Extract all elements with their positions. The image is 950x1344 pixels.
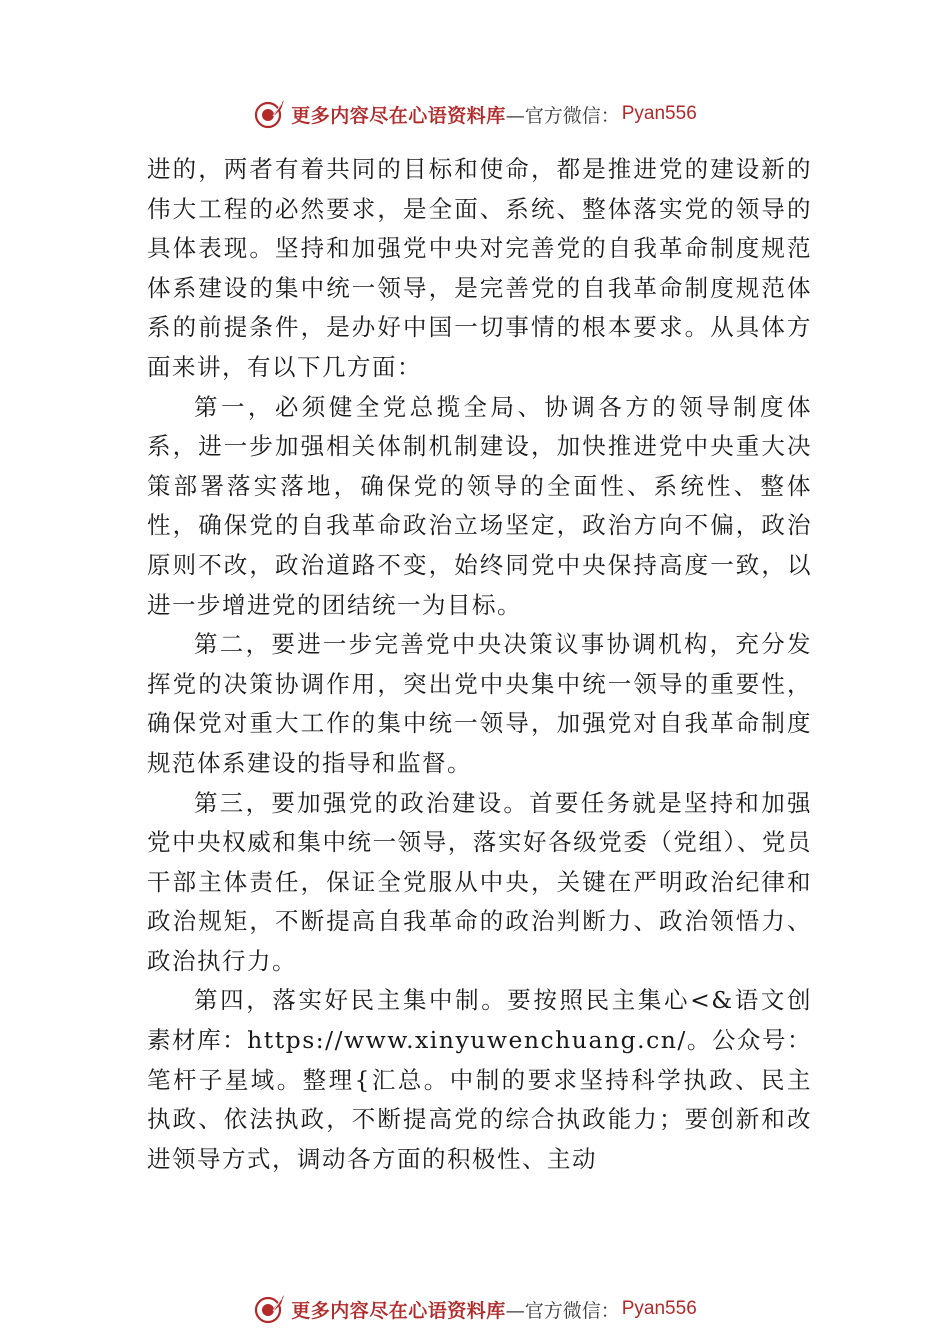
footer-wechat-id: Pyan556 (621, 1298, 697, 1319)
quill-circle-logo-icon (253, 1292, 287, 1326)
paragraph-first-point: 第一，必须健全党总揽全局、协调各方的领导制度体系，进一步加强相关体制机制建设，加快推进党中央重大决策部署落实落地，确保党的领导的全面性、系统性、整体性，确保党的自我革命政治立场坚定，政治方向不偏，政治原则不改，政治道路不变，始终同党中央保持高度一致，以进一步增进党的团结统一为目标。 (147, 392, 812, 619)
paragraph-fourth-point: 第四，落实好民主集中制。要按照民主集心<&语文创素材库：https://www.xinyuwenchuang.cn/。公众号：笔杆子星域。整理{汇总。中制的要求坚持科学执政、民主执政、依法执政，不断提高党的综合执政能力；要创新和改进领导方式，调动各方面的积极性、主动 (147, 986, 812, 1173)
paragraph-second-point: 第二，要进一步完善党中央决策议事协调机构，充分发挥党的决策协调作用，突出党中央集中统一领导的重要性， 确保党对重大工作的集中统一领导，加强党对自我革命制度规范体系建设的指导和监督。 (147, 630, 812, 777)
paragraph-third-point: 第三，要加强党的政治建设。首要任务就是坚持和加强党中央权威和集中统一领导，落实好各级党委（党组）、党员干部主体责任，保证全党服从中央，关键在严明政治纪律和政治规矩，不断提高自我革命的政治判断力、政治领悟力、 政治执行力。 (147, 788, 812, 975)
header-banner (0, 94, 950, 134)
footer-brand-text: 更多内容尽在心语资料库 (291, 1299, 506, 1322)
header-wechat-id: Pyan556 (621, 103, 697, 124)
document-body (147, 150, 812, 1179)
header-brand-text: 更多内容尽在心语资料库 (291, 104, 506, 127)
footer-separator-text: —官方微信： (505, 1299, 620, 1322)
quill-circle-logo-icon (253, 97, 287, 131)
header-separator-text: —官方微信： (505, 104, 620, 127)
paragraph-continuation: 进的，两者有着共同的目标和使命，都是推进党的建设新的伟大工程的必然要求，是全面、系统、整体落实党的领导的具体表现。坚持和加强党中央对完善党的自我革命制度规范体系建设的集中统一领导，是完善党的自我革命制度规范体系的前提条件，是办好中国一切事情的根本要求。从具体方面来讲，有以下几方面： (147, 155, 812, 381)
footer-banner (0, 1289, 950, 1329)
